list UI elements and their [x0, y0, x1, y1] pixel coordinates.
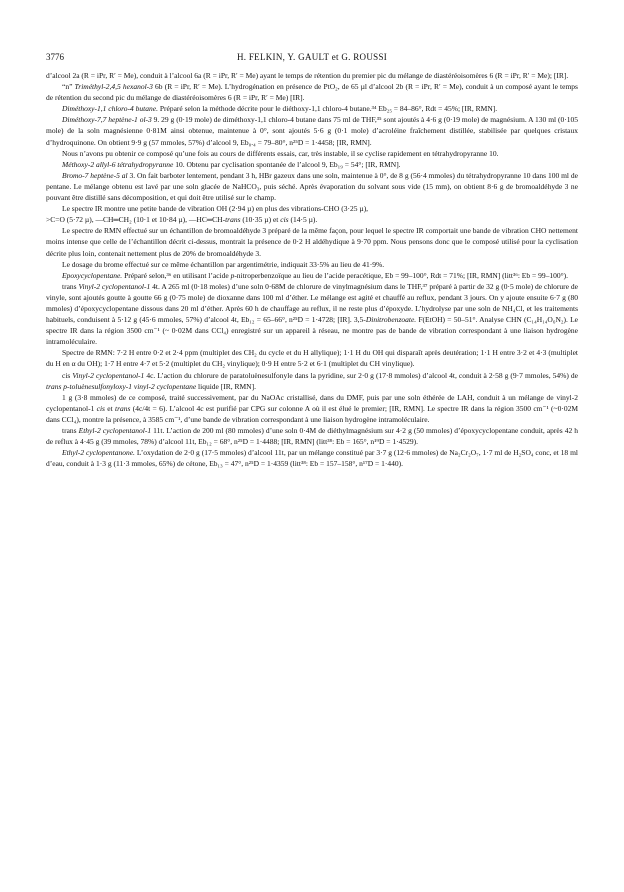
- paragraph: [46, 370, 578, 392]
- text-run: L’oxydation de 2·0 g (17·5 mmoles) d’alcool 11t, par un mélange constitué par 3·7 g (12·6 mmoles) de Na₂Cr₂O₇, 1·7 ml de H₂SO₄ conc, et 18 ml d’eau, conduit à 1·3 g (11·3 mmoles, 65%) de cétone, Eb₁₃ = 47°, n²⁵D = 1·4359 (litt³⁸: Eb = 157–158°, n¹⁷D = 1·440).: [46, 448, 578, 469]
- italic-run: p: [230, 270, 235, 280]
- text-run: (14·5 µ).: [288, 215, 318, 225]
- paragraph: [46, 225, 578, 258]
- paragraph: [46, 148, 578, 159]
- italic-run: Bromo-7 heptène-5 al: [62, 170, 128, 180]
- italic-run: trans: [225, 215, 241, 225]
- italic-run: cis: [96, 403, 105, 413]
- text-run: d’alcool 2a (R = iPr, R′ = Me), conduit à l’alcool 6a (R = iPr, R′ = Me) ayant le temps de rétention du premier pic du mélange de diastéréoisomères 6 (R = iPr, R′ = Me); [IR].: [46, 71, 569, 80]
- text-run: 6b (R = iPr, R′ = Me). L’hydrogénation en présence de PtO₂, de 65 µl d’alcool 2b (R = iPr, R′ = Me), conduit à un composé ayant le temps de rétention du second pic du mélange de diastéréoisomères 6 (R = iPr, R′ = Me) [IR].: [46, 82, 578, 103]
- text-run: liquide [IR, RMN].: [196, 381, 256, 391]
- text-run: >C=O (5·72 µ), —CH═CH₂ (10·1 et 10·84 µ), —HC═CH-: [46, 215, 226, 225]
- italic-run: trans: [115, 403, 131, 413]
- paragraph: [46, 392, 578, 425]
- text-run: Le spectre de RMN effectué sur un échantillon de bromoaldéhyde 3 préparé de la même façon, pour lequel le spectre IR comportait une bande de vibration CHO nettement moins intense que celle de l’échantillon décrit ci-dessus, montrait la présence de 0·2 H aldéhydique à 9·70 ppm. Nous pensons donc que le composé utilisé pour la cyclisation décrite plus loin, contenait nettement plus de 20% de bromoaldéhyde 3.: [46, 226, 578, 258]
- italic-run: cis: [280, 215, 289, 225]
- text-run: 1 g (3·8 mmoles) de ce composé, traité successivement, par du NaOAc cristallisé, dans du DMF, puis par une soln éthérée de LAH, conduit à un mélange de vinyl-2 cyclopentanol-1: [46, 392, 578, 413]
- text-run: 4c. L’action du chlorure de paratoluènesulfonyle dans la pyridine, sur 2·0 g (17·8 mmoles) d’alcool 4t, conduit à 2·58 g (9·7 mmoles, 54%) de: [144, 370, 579, 380]
- body-text: [46, 70, 578, 469]
- text-run: Préparé selon,³⁶ en utilisant l’acide: [122, 270, 231, 280]
- running-head: H. FELKIN, Y. GAULT et G. ROUSSI: [236, 52, 388, 62]
- text-run: trans: [62, 426, 79, 435]
- paragraph: [46, 447, 578, 469]
- paragraph: [46, 259, 578, 270]
- paragraph: [46, 281, 578, 348]
- paragraph: [46, 81, 578, 103]
- text-run: 9. 29 g (0·19 mole) de diméthoxy-1,1 chloro-4 butane dans 75 ml de THF,³⁵ sont ajoutés à 4·6 g (0·19 mole) de magnésium. A 130 ml (0·105 mole) de la soln magnésienne 0·81M ainsi obtenue, maintenue à 0°, sont ajoutés 5·6 g (0·1 mole) d’acroléine fraîchement distillée, stabilisée par quelques cristaux d’hydroquinone. On obtient 9·9 g (57 mmoles, 57%) d’alcool 9, Eb₀.₄ = 79–80°, n²⁵D = 1·4458; [IR, RMN].: [46, 115, 578, 147]
- text-run: Le dosage du brome effectué sur ce même échantillon par argentimétrie, indiquait 33·5% au lieu de 41·9%.: [62, 259, 385, 269]
- text-run: 10. Obtenu par cyclisation spontanée de l’alcool 9, Eb₁₉ = 54°; [IR, RMN].: [173, 159, 401, 169]
- text-run: Préparé selon la méthode décrite pour le diéthoxy-1,1 chloro-4 butane.³⁴ Eb₂₅ = 84–86°, Rdt = 45%; [IR, RMN].: [157, 104, 498, 114]
- italic-run: Ethyl-2 cyclopentanol-1: [78, 426, 152, 435]
- italic-run: Ethyl-2 cyclopentanone.: [62, 448, 135, 458]
- paragraph: [46, 347, 578, 369]
- text-run: “n”: [62, 82, 75, 92]
- text-run: -nitroperbenzoïque au lieu de l’acide peracétique, Eb = 99–100°, Rdt = 71%; [IR, RMN] (litt³⁶: Eb = 99–100°).: [234, 270, 568, 280]
- page-header: [46, 52, 578, 62]
- paragraph: [46, 203, 578, 214]
- italic-run: Vinyl-2 cyclopentanol-1: [72, 370, 145, 380]
- paragraph: [46, 114, 578, 147]
- italic-run: Epoxycyclopentane.: [62, 270, 123, 280]
- text-run: (4c/4t = 6). L’alcool 4c est purifié par CPG sur colonne A où il est élué le premier; [IR, RMN]. Le spectre IR dans la région 3500 cm⁻¹ (~0·02M dans CCl₄), montre la présence, à 3585 cm⁻¹, d’une bande de vibration correspondant à une liaison hydrogène intramoléculaire.: [46, 403, 578, 424]
- paragraph: [46, 425, 578, 447]
- italic-run: Diméthoxy-1,1 chloro-4 butane.: [62, 104, 158, 114]
- paragraph: [46, 170, 578, 203]
- text-run: F(EtOH) = 50–51°. Analyse CHN (C₁₄H₁₄O₆N₂). Le spectre IR dans la région 3500 cm⁻¹ (~ 0·02M dans CCl₄) enregistré sur un appareil à réseau, ne montre pas de bande de vibration correspondant à une liaison hydrogène intramoléculaire.: [46, 315, 578, 347]
- text-run: 4t. A 265 ml (0·18 moles) d’une soln 0·68M de chlorure de vinylmagnésium dans le THF,³⁷ préparé à partir de 32 g (0·5 mole) de chlorure de vinyle, sont ajoutés goutte à goutte 66 g (0·75 mole) de dioxanne dans 100 ml d’éther. Le mélange est agité et chauffé au reflux, pendant 3 jours. On y ajoute ensuite 6·7 g (80 mmoles) d’époxycyclopentane dissous dans 20 ml d’éther. Après 60 h de chauffage au reflux, il ne reste plus d’époxyde. L’hydrolyse par une soln de NH₄Cl, et les traitements habituels, conduisent à 5·12 g (45·6 mmoles, 57%) d’alcool 4t, Eb₁₂ = 65–66°, n²⁵D = 1·4728; [IR]. 3,5-: [46, 281, 578, 325]
- italic-run: Dinitrobenzoate.: [365, 315, 417, 325]
- text-run: cis: [62, 370, 73, 380]
- text-run: Nous n’avons pu obtenir ce composé qu’une fois au cours de différents essais, car, très instable, il se cyclise rapidement en tétrahydropyranne 10.: [62, 148, 499, 158]
- paragraph: [46, 159, 578, 170]
- text-run: trans: [62, 281, 79, 291]
- text-run: 11t. L’action de 200 ml (80 mmoles) d’une soln 0·4M de diéthylmagnésium sur 4·2 g (50 mmoles) d’époxycyclopentane conduit, après 42 h de reflux à 4·45 g (39 mmoles, 78%) d’alcool 11t, Eb₁₂ = 68°, n²⁵D = 1·4488; [IR, RMN] (litt³⁸: Eb = 165°, n¹⁹D = 1·4529).: [46, 426, 579, 447]
- text-run: Le spectre IR montre une petite bande de vibration OH (2·94 µ) en plus des vibrations-CHO (3·25 µ),: [62, 204, 369, 214]
- italic-run: trans p-toluènesulfonyloxy-1 vinyl-2 cyclopentane: [46, 381, 197, 391]
- italic-run: Vinyl-2 cyclopentanol-1: [78, 281, 151, 291]
- text-run: 3. On fait barboter lentement, pendant 3 h, HBr gazeux dans une soln, maintenue à 0°, de 8 g (56·4 mmoles) du tétrahydropyranne 10 dans 100 ml de pentane. Le mélange obtenu est lavé par une soln glacée de NaHCO₃, puis séché. Après évaporation du solvant sous vide (15 mm), on obtient 8·6 g de bromoaldéhyde 3 ne pouvant être distillé sans décomposition, et qui doit être utilisé sur le champ.: [46, 170, 578, 203]
- page-number: 3776: [46, 52, 64, 62]
- text-run: et: [104, 403, 116, 413]
- italic-run: Méthoxy-2 allyl-6 tétrahydropyranne: [62, 159, 174, 169]
- text-run: (10·35 µ) et: [240, 215, 281, 225]
- paragraph: [46, 270, 578, 281]
- italic-run: Triméthyl-2,4,5 hexanol-3: [74, 82, 153, 92]
- paragraph: [46, 214, 578, 225]
- text-run: Spectre de RMN: 7·2 H entre 0·2 et 2·4 ppm (multiplet des CH₂ du cycle et du H allylique); 1·1 H du OH qui disparaît après deutération; 1·1 H entre 3·2 et 4·3 (multiplet du H en α du OH); 1·7 H entre 4·7 et 5·2 (multiplet du CH₂ vinylique); 0·9 H entre 5·2 et 6·1 (multiplet du CH vinylique).: [46, 348, 578, 369]
- paragraph: [46, 70, 578, 81]
- italic-run: Diméthoxy-7,7 heptène-1 ol-3: [62, 115, 152, 125]
- paragraph: [46, 103, 578, 114]
